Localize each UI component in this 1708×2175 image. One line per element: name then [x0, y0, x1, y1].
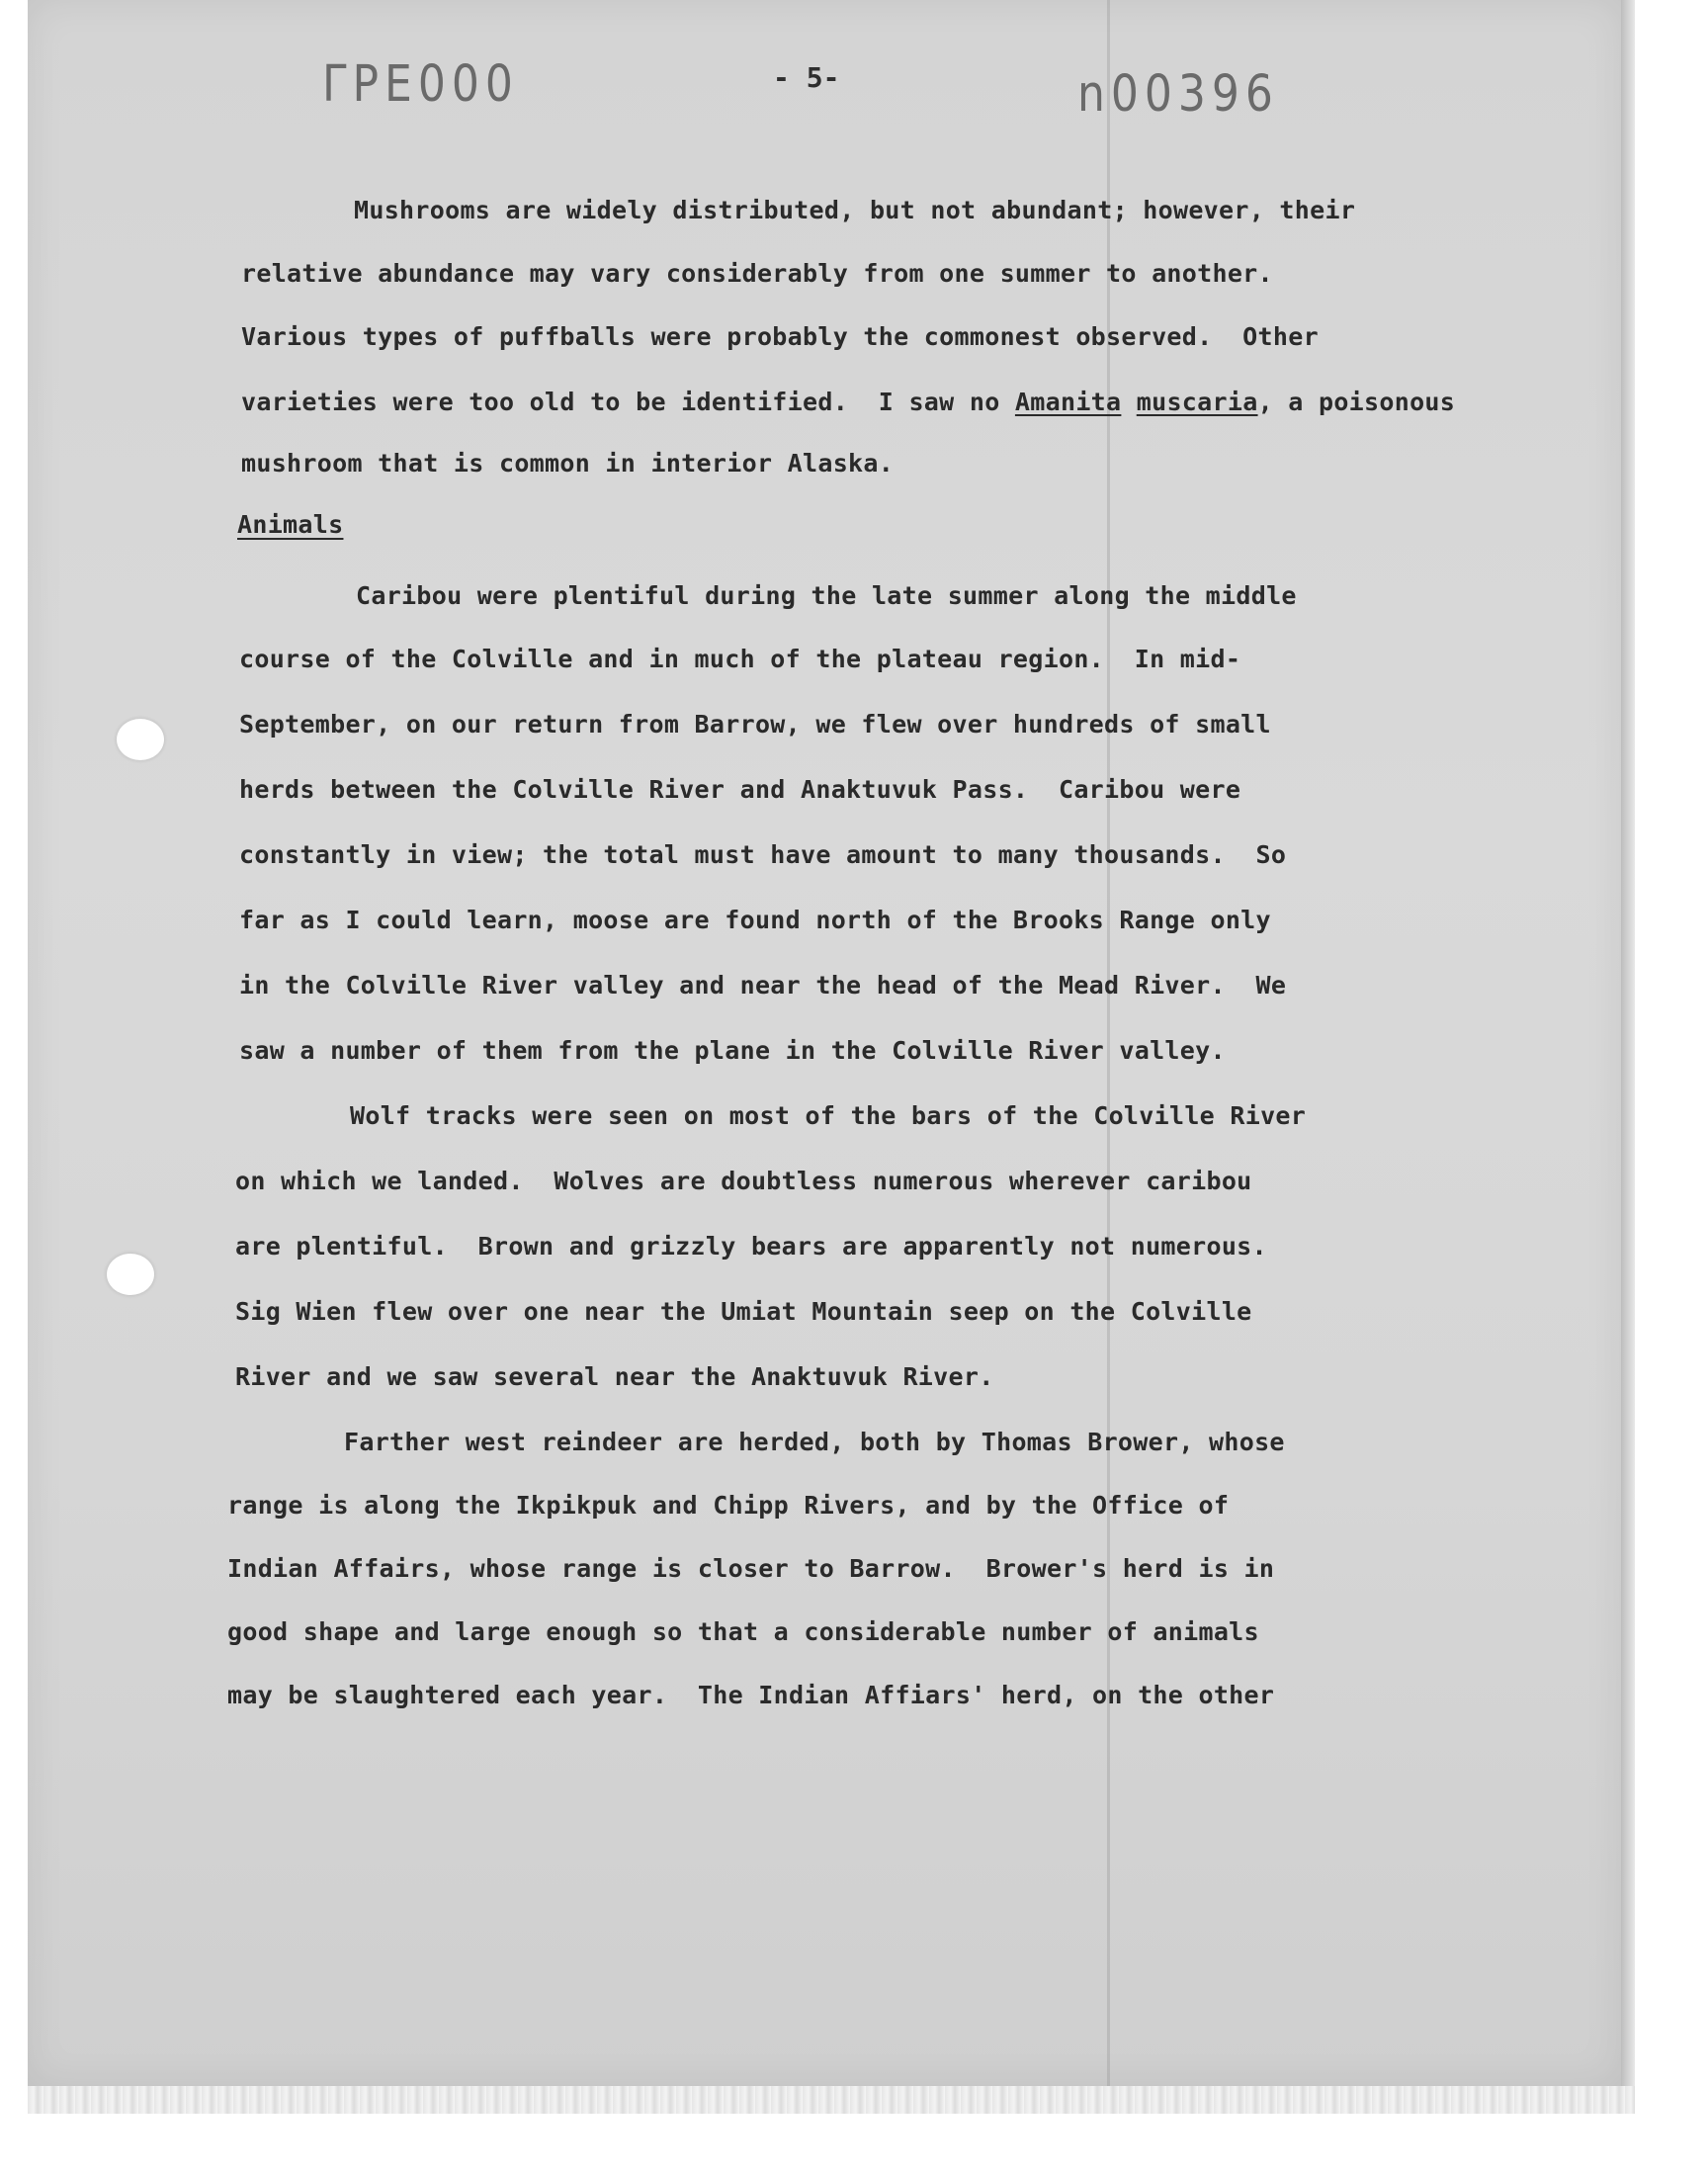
section-heading: Animals [237, 510, 344, 539]
text-line: saw a number of them from the plane in the Colville River valley. [239, 1036, 1226, 1065]
text-line: Various types of puffballs were probably the commonest observed. Other [241, 322, 1319, 351]
text-line: may be slaughtered each year. The Indian Affiars' herd, on the other [227, 1681, 1275, 1709]
text-line: relative abundance may vary considerably from one summer to another. [241, 259, 1273, 288]
text-line: September, on our return from Barrow, we flew over hundreds of small [239, 710, 1271, 739]
text-line: on which we landed. Wolves are doubtless numerous wherever caribou [235, 1167, 1252, 1195]
species-genus: Amanita [1014, 388, 1122, 416]
punch-hole-upper [117, 719, 164, 760]
text-line: range is along the Ikpikpuk and Chipp Rivers, and by the Office of [227, 1491, 1230, 1520]
text-line: Sig Wien flew over one near the Umiat Mountain seep on the Colville [235, 1297, 1252, 1326]
page-number: - 5- [773, 61, 840, 94]
text-line: constantly in view; the total must have amount to many thousands. So [239, 840, 1287, 869]
text-line: Caribou were plentiful during the late summer along the middle [356, 581, 1297, 610]
text-line: River and we saw several near the Anaktuvuk River. [235, 1362, 994, 1391]
text-segment: , a poisonous [1257, 388, 1456, 416]
handwritten-stamp-right: n00396 [1077, 65, 1279, 124]
text-line [241, 390, 1455, 414]
text-line: course of the Colville and in much of the plateau region. In mid- [239, 645, 1241, 673]
text-line: mushroom that is common in interior Alaska. [241, 449, 895, 478]
text-line: Indian Affairs, whose range is closer to Barrow. Brower's herd is in [227, 1554, 1275, 1583]
text-line: good shape and large enough so that a considerable number of animals [227, 1617, 1259, 1646]
text-line: Wolf tracks were seen on most of the bars of the Colville River [350, 1101, 1307, 1130]
scan-bottom-edge [28, 2086, 1635, 2114]
punch-hole-lower [107, 1254, 154, 1295]
text-line: in the Colville River valley and near the head of the Mead River. We [239, 971, 1287, 1000]
species-epithet: muscaria [1136, 388, 1258, 416]
handwritten-stamp-left: ΓΡΕ000 [322, 55, 519, 114]
text-segment: varieties were too old to be identified. I saw no [241, 388, 1015, 416]
text-line: Farther west reindeer are herded, both by Thomas Brower, whose [344, 1428, 1285, 1456]
text-line: are plentiful. Brown and grizzly bears are apparently not numerous. [235, 1232, 1267, 1261]
text-line: herds between the Colville River and Anaktuvuk Pass. Caribou were [239, 775, 1241, 804]
text-line: Mushrooms are widely distributed, but not abundant; however, their [354, 196, 1356, 224]
page-edge [1621, 0, 1635, 2086]
text-line: far as I could learn, moose are found north of the Brooks Range only [239, 906, 1271, 934]
